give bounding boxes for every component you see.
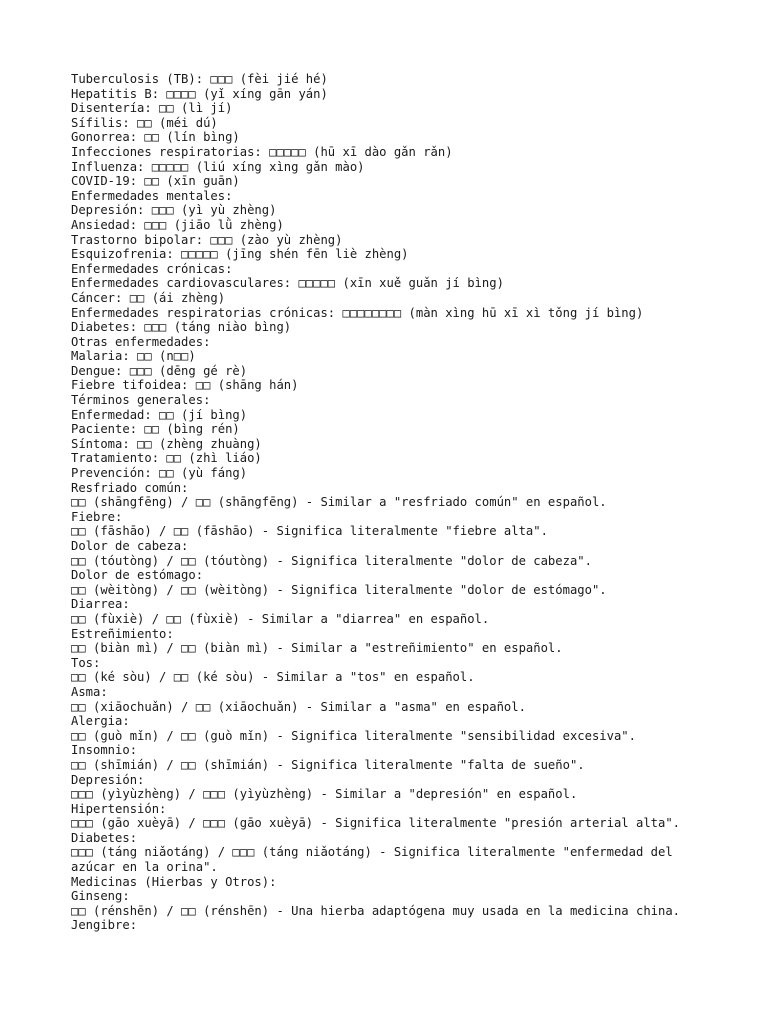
- text-line: Fiebre tifoidea: □□ (shāng hán): [71, 378, 299, 393]
- text-line: Diarrea:: [71, 597, 130, 612]
- text-line: Disentería: □□ (lì jí): [71, 101, 233, 116]
- text-line: □□ (guò mǐn) / □□ (guò mǐn) - Significa literalmente "sensibilidad excesiva".: [71, 728, 636, 743]
- text-line: Ansiedad: □□□ (jiāo lǜ zhèng): [71, 217, 284, 232]
- text-line: Influenza: □□□□□ (liú xíng xìng gǎn mào): [71, 159, 365, 174]
- text-line: Hepatitis B: □□□□ (yǐ xíng gān yán): [71, 86, 328, 101]
- text-line: □□ (ké sòu) / □□ (ké sòu) - Similar a "tos" en español.: [71, 670, 475, 685]
- text-line: Términos generales:: [71, 393, 211, 408]
- text-line: □□□ (táng niǎotáng) / □□□ (táng niǎotáng) - Significa literalmente "enfermedad del: [71, 845, 673, 860]
- text-line: Síntoma: □□ (zhèng zhuàng): [71, 436, 262, 451]
- text-line: □□ (fùxiè) / □□ (fùxiè) - Similar a "diarrea" en español.: [71, 611, 490, 626]
- text-line: COVID-19: □□ (xīn guān): [71, 174, 240, 189]
- text-line: Fiebre:: [71, 509, 123, 524]
- text-line: Ginseng:: [71, 889, 130, 904]
- text-line: Depresión:: [71, 772, 145, 787]
- text-line: Esquizofrenia: □□□□□ (jīng shén fēn liè zhèng): [71, 247, 409, 262]
- text-line: Medicinas (Hierbas y Otros):: [71, 874, 277, 889]
- text-line: Jengibre:: [71, 918, 138, 933]
- text-line: Depresión: □□□ (yì yù zhèng): [71, 203, 277, 218]
- text-line: Asma:: [71, 684, 108, 699]
- text-line: Sífilis: □□ (méi dú): [71, 115, 218, 130]
- text-line: azúcar en la orina".: [71, 860, 218, 875]
- text-line: Trastorno bipolar: □□□ (zào yù zhèng): [71, 232, 343, 247]
- document-text: [71, 72, 751, 933]
- text-line: Diabetes: □□□ (táng niào bìng): [71, 320, 292, 335]
- text-line: Alergia:: [71, 714, 130, 729]
- text-line: □□ (rénshēn) / □□ (rénshēn) - Una hierba adaptógena muy usada en la medicina china.: [71, 903, 681, 918]
- text-line: □□ (tóutòng) / □□ (tóutòng) - Significa literalmente "dolor de cabeza".: [71, 553, 592, 568]
- text-line: Enfermedad: □□ (jí bìng): [71, 407, 248, 422]
- text-line: □□ (biàn mì) / □□ (biàn mì) - Similar a "estreñimiento" en español.: [71, 641, 563, 656]
- text-line: Tratamiento: □□ (zhì liáo): [71, 451, 262, 466]
- text-line: Hipertensión:: [71, 801, 167, 816]
- text-line: □□ (xiāochuǎn) / □□ (xiāochuǎn) - Similar a "asma" en español.: [71, 699, 526, 714]
- text-line: Paciente: □□ (bìng rén): [71, 422, 240, 437]
- text-line: Prevención: □□ (yù fáng): [71, 466, 248, 481]
- text-line: □□ (shīmián) / □□ (shīmián) - Significa literalmente "falta de sueño".: [71, 757, 585, 772]
- text-line: Enfermedades cardiovasculares: □□□□□ (xīn xuě guǎn jí bìng): [71, 276, 504, 291]
- text-line: Diabetes:: [71, 830, 138, 845]
- text-line: □□□ (yìyùzhèng) / □□□ (yìyùzhèng) - Similar a "depresión" en español.: [71, 787, 578, 802]
- text-line: Enfermedades respiratorias crónicas: □□□□□□□□ (màn xìng hū xī xì tǒng jí bìng): [71, 305, 644, 320]
- text-line: Malaria: □□ (n□□): [71, 349, 196, 364]
- text-line: Estreñimiento:: [71, 626, 174, 641]
- text-line: Tos:: [71, 655, 101, 670]
- text-line: Dolor de cabeza:: [71, 539, 189, 553]
- text-line: □□ (shāngfēng) / □□ (shāngfēng) - Similar a "resfriado común" en español.: [71, 495, 607, 510]
- text-line: Otras enfermedades:: [71, 334, 211, 349]
- text-line: Cáncer: □□ (ái zhèng): [71, 290, 226, 305]
- text-line: Enfermedades crónicas:: [71, 261, 233, 276]
- text-line: Enfermedades mentales:: [71, 188, 233, 203]
- text-line: Dengue: □□□ (dēng gé rè): [71, 363, 248, 378]
- text-line: □□ (fāshāo) / □□ (fāshāo) - Significa literalmente "fiebre alta".: [71, 524, 548, 539]
- text-line: Insomnio:: [71, 743, 138, 758]
- text-line: Gonorrea: □□ (lín bìng): [71, 130, 240, 145]
- text-line: □□ (wèitòng) / □□ (wèitòng) - Significa literalmente "dolor de estómago".: [71, 582, 607, 597]
- text-line: Infecciones respiratorias: □□□□□ (hū xī dào gǎn rǎn): [71, 144, 453, 159]
- text-line: Resfriado común:: [71, 480, 189, 495]
- text-line: Tuberculosis (TB): □□□ (fèi jié hé): [71, 72, 328, 86]
- text-line: □□□ (gāo xuèyā) / □□□ (gāo xuèyā) - Significa literalmente "presión arterial alta".: [71, 816, 681, 831]
- text-line: Dolor de estómago:: [71, 568, 204, 583]
